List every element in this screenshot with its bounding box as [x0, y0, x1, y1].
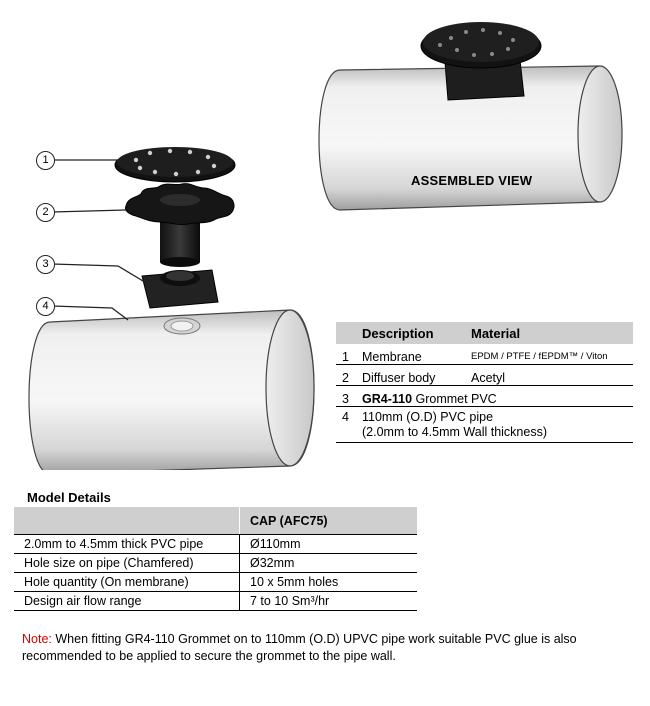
- callout-2: 2: [36, 203, 55, 222]
- callout-1: 1: [36, 151, 55, 170]
- membrane-part: [115, 147, 235, 182]
- pipe-part: [29, 310, 314, 470]
- note-text: When fitting GR4-110 Grommet on to 110mm (O.D) UPVC pipe work suitable PVC glue is also recommended to be applied to secure the grommet to the pipe wall.: [22, 632, 577, 663]
- table-row: 4 110mm (O.D) PVC pipe (2.0mm to 4.5mm Wall thickness): [336, 407, 633, 443]
- note-paragraph: [22, 631, 632, 665]
- parts-table: [336, 322, 633, 443]
- grommet-part: [142, 270, 218, 308]
- callout-4: 4: [36, 297, 55, 316]
- table-row: 2.0mm to 4.5mm thick PVC pipe Ø110mm: [14, 535, 417, 554]
- table-header-row: [14, 507, 417, 535]
- header-material: Material: [471, 325, 521, 341]
- diffuser-body-part: [125, 184, 234, 267]
- callout-3: 3: [36, 255, 55, 274]
- table-row: Design air flow range 7 to 10 Sm³/hr: [14, 592, 417, 611]
- table-row: Hole quantity (On membrane) 10 x 5mm holes: [14, 573, 417, 592]
- table-row: 2 Diffuser body Acetyl: [336, 365, 633, 386]
- table-row: 1 Membrane EPDM / PTFE / fEPDM™ / Viton: [336, 344, 633, 365]
- table-row: Hole size on pipe (Chamfered) Ø32mm: [14, 554, 417, 573]
- model-details-title: Model Details: [27, 490, 111, 505]
- membrane-material: EPDM / PTFE / fEPDM™ / Viton: [471, 351, 608, 362]
- parts-table-header: [336, 322, 633, 344]
- column-header: CAP (AFC75): [240, 507, 418, 535]
- model-details-table: [14, 507, 417, 611]
- note-label: Note:: [22, 632, 52, 646]
- assembled-view-label: ASSEMBLED VIEW: [411, 173, 533, 188]
- table-row: 3 GR4-110 Grommet PVC: [336, 386, 633, 407]
- header-description: Description: [362, 325, 434, 341]
- leader-lines: [52, 160, 148, 320]
